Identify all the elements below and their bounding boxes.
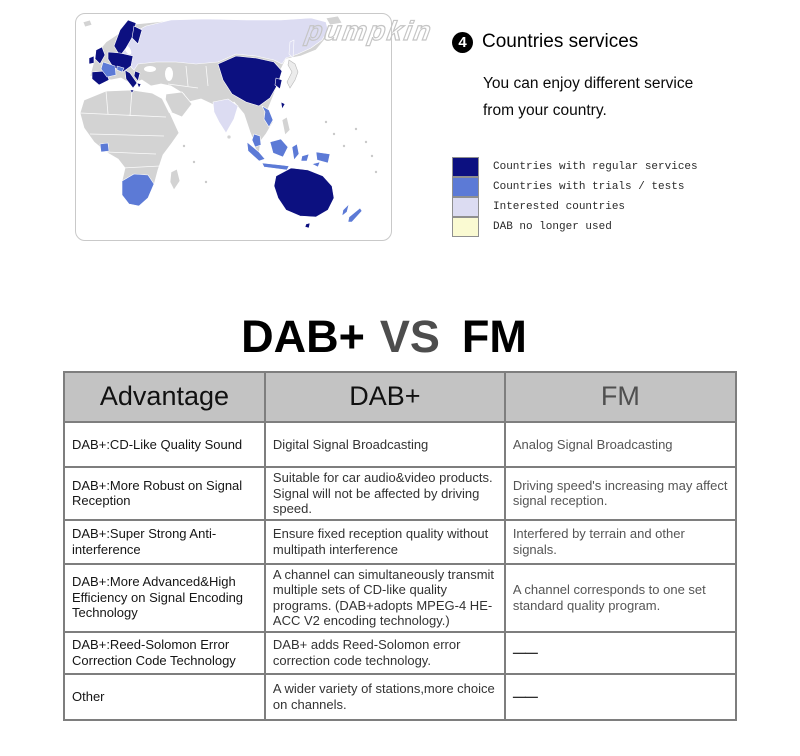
map-borneo bbox=[270, 139, 288, 157]
title-fm: FM bbox=[461, 311, 527, 362]
table-row bbox=[64, 564, 736, 632]
map-new-zealand-north bbox=[342, 204, 349, 216]
map-sulawesi bbox=[292, 144, 299, 160]
legend-label: DAB no longer used bbox=[493, 221, 612, 233]
title-dab: DAB+ bbox=[241, 311, 365, 362]
map-caspian-sea bbox=[165, 67, 173, 81]
map-black-sea bbox=[144, 66, 156, 72]
map-philippines bbox=[282, 117, 290, 135]
description-line-1: You can enjoy different service bbox=[483, 75, 694, 92]
cell-dab: Digital Signal Broadcasting bbox=[265, 422, 505, 467]
section-title: Countries services bbox=[482, 31, 639, 52]
cell-dab: A wider variety of stations,more choice on channels. bbox=[265, 674, 505, 720]
map-ireland bbox=[89, 56, 94, 64]
header-dab: DAB+ bbox=[265, 372, 505, 422]
table-row bbox=[64, 520, 736, 564]
title-vs: VS bbox=[379, 311, 440, 362]
map-madagascar bbox=[170, 169, 180, 190]
cell-dab: Suitable for car audio&video products. Signal will not be affected by driving speed. bbox=[265, 467, 505, 520]
description-line-2: from your country. bbox=[483, 102, 607, 119]
header-fm: FM bbox=[505, 372, 736, 422]
legend-label: Interested countries bbox=[493, 201, 626, 213]
cell-fm: Analog Signal Broadcasting bbox=[505, 422, 736, 467]
cell-advantage: DAB+:CD-Like Quality Sound bbox=[64, 422, 265, 467]
map-taiwan bbox=[281, 102, 285, 109]
map-sri-lanka bbox=[227, 135, 231, 139]
map-greece bbox=[137, 83, 141, 88]
cell-fm: —— bbox=[505, 674, 736, 720]
map-india bbox=[213, 99, 238, 133]
map-new-zealand-south bbox=[348, 208, 362, 222]
section-header bbox=[452, 31, 638, 53]
dab-coverage-map-card bbox=[75, 13, 392, 241]
table-row bbox=[64, 674, 736, 720]
header-advantage: Advantage bbox=[64, 372, 265, 422]
map-legend bbox=[452, 157, 698, 237]
legend-item-no-longer bbox=[452, 217, 698, 237]
comparison-table bbox=[63, 371, 737, 721]
cell-fm: Interfered by terrain and other signals. bbox=[505, 520, 736, 564]
map-new-guinea bbox=[316, 152, 330, 163]
map-australia bbox=[274, 168, 334, 217]
cell-fm: A channel corresponds to one set standard quality program. bbox=[505, 564, 736, 632]
legend-label: Countries with regular services bbox=[493, 161, 698, 173]
cell-dab: DAB+ adds Reed-Solomon error correction code technology. bbox=[265, 632, 505, 674]
cell-fm: Driving speed's increasing may affect signal reception. bbox=[505, 467, 736, 520]
cell-dab: A channel can simultaneously transmit multiple sets of CD-like quality programs. (DAB+adopts MPEG-4 HE-ACC V2 encoding technology.) bbox=[265, 564, 505, 632]
table-row bbox=[64, 467, 736, 520]
map-ghana bbox=[100, 143, 109, 152]
map-iceland bbox=[83, 20, 92, 27]
step-number-badge: 4 bbox=[452, 32, 473, 53]
map-japan bbox=[287, 60, 298, 88]
cell-advantage: DAB+:Reed-Solomon Error Correction Code Technology bbox=[64, 632, 265, 674]
map-java bbox=[262, 163, 289, 170]
cell-advantage: DAB+:Super Strong Anti-interference bbox=[64, 520, 265, 564]
legend-swatch-no-longer bbox=[452, 217, 479, 237]
map-malay-peninsula bbox=[252, 134, 261, 147]
legend-item-trials bbox=[452, 177, 698, 197]
legend-swatch-regular bbox=[452, 157, 479, 177]
legend-item-interested bbox=[452, 197, 698, 217]
table-header-row bbox=[64, 372, 736, 422]
legend-label: Countries with trials / tests bbox=[493, 181, 685, 193]
cell-dab: Ensure fixed reception quality without multipath interference bbox=[265, 520, 505, 564]
comparison-title bbox=[0, 311, 768, 363]
legend-swatch-interested bbox=[452, 197, 479, 217]
cell-advantage: Other bbox=[64, 674, 265, 720]
world-map bbox=[76, 14, 391, 240]
table-row bbox=[64, 632, 736, 674]
cell-advantage: DAB+:More Robust on Signal Reception bbox=[64, 467, 265, 520]
section-description bbox=[483, 70, 693, 124]
map-moluccas bbox=[301, 154, 309, 161]
legend-swatch-trials bbox=[452, 177, 479, 197]
map-tasmania bbox=[305, 223, 310, 228]
map-south-africa bbox=[122, 174, 154, 206]
cell-fm: —— bbox=[505, 632, 736, 674]
map-timor bbox=[312, 162, 320, 167]
cell-advantage: DAB+:More Advanced&High Efficiency on Signal Encoding Technology bbox=[64, 564, 265, 632]
brand-watermark: pumpkin bbox=[303, 16, 436, 46]
table-row bbox=[64, 422, 736, 467]
legend-item-regular bbox=[452, 157, 698, 177]
